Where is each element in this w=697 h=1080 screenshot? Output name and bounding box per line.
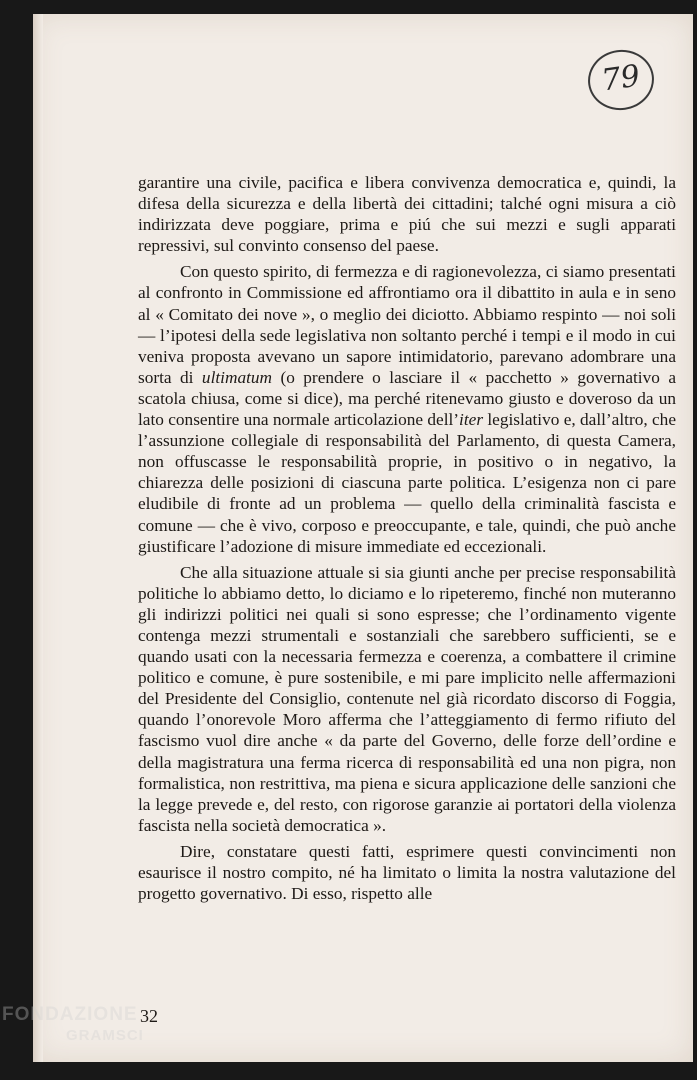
page-number: 32 [140, 1006, 158, 1026]
paragraph: Con questo spirito, di fermezza e di ragionevolezza, ci siamo presentati al confronto in Commissione ed affrontiamo ora il dibattito in aula e in seno al « Comitato dei nove », o meglio dei diciotto. Abbiamo respinto — noi soli — l’ipotesi della sede legislativa non soltanto perché i tempi e il modo in cui veniva proposta avevano un sapore intimidatorio, parevano adombrare una sorta di ultimatum (o prendere o lasciare il « pacchetto » governativo a scatola chiusa, come si dice), ma perché ritenevamo giusto e doveroso da un lato consentire una normale articolazione dell’iter legislativo e, dall’altro, che l’assunzione collegiale di responsabilità del Parlamento, di questa Camera, non offuscasse le responsabilità proprie, in positivo o in negativo, la chiarezza delle posizioni di ciascuna parte politica. L’esigenza non ci pare eludibile di fronte ad un problema — quello della criminalità fascista e comune — che è vivo, corposo e preoccupante, e tale, quindi, che può anche giustificare l’adozione di misure immediate ed eccezionali. [138, 262, 676, 556]
watermark-line: FONDAZIONE [2, 1004, 138, 1025]
handwritten-page-annotation: 79 [584, 46, 658, 115]
paragraph: garantire una civile, pacifica e libera convivenza democratica e, quindi, la difesa della sicurezza e della libertà dei cittadini; talché ogni misura a ciò indirizzata deve poggiare, prima e piú che sui mezzi e sugli apparati repressivi, sul convinto consenso del paese. [138, 173, 676, 256]
paragraph: Dire, constatare questi fatti, esprimere questi convincimenti non esaurisce il nostro compito, né ha limitato o limita la nostra valutazione del progetto governativo. Di esso, rispetto alle [138, 841, 676, 904]
body-text [138, 172, 676, 904]
archive-watermark [2, 1004, 144, 1046]
paragraph: Che alla situazione attuale si sia giunti anche per precise responsabilità politiche lo abbiamo detto, lo diciamo e lo ripeteremo, finché non muteranno gli indirizzi politici nei quali si sono espresse; che l’ordinamento vigente contenga mezzi strumentali e sostanziali che sarebbero sufficienti, se e quando usati con la necessaria fermezza e coerenza, a combattere il crimine politico e comune, è pure sostenibile, e mi pare implicito nelle affermazioni del Presidente del Consiglio, contenute nel già ricordato discorso di Foggia, quando l’onorevole Moro afferma che l’atteggiamento di fermo rifiuto del fascismo vuol dire anche « da parte del Governo, delle forze dell’ordine e della magistratura una ferma ricerca di responsabilità ed una non pigra, non formalistica, non restrittiva, ma piena e sicura applicazione delle sanzioni che la legge prevede e, del resto, con rigorose garanzie ai portatori della violenza fascista nella società democratica ». [138, 562, 676, 835]
page-binding-edge [33, 14, 43, 1062]
watermark-line: GRAMSCI [66, 1027, 144, 1044]
